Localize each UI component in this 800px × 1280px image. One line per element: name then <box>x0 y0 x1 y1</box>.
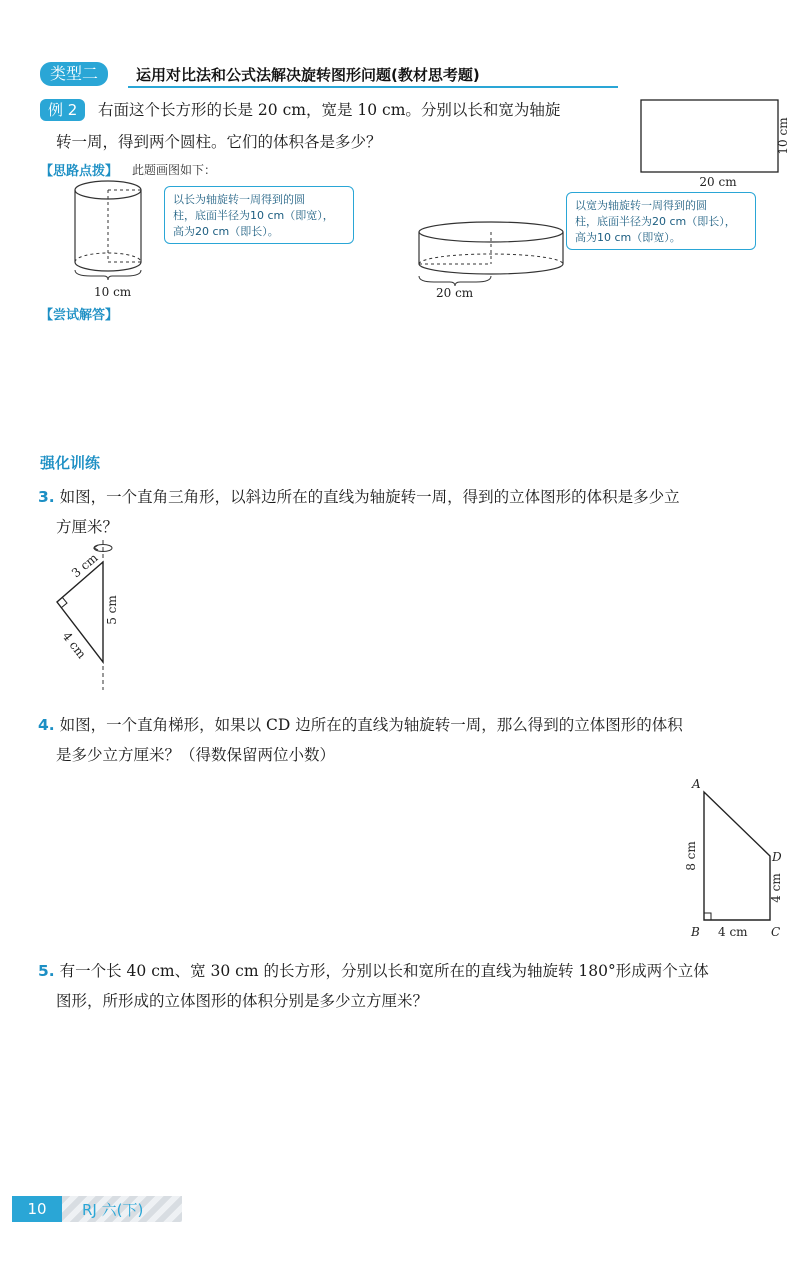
question-3-line1: 如图，一个直角三角形，以斜边所在的直线为轴旋转一周，得到的立体图形的体积是多少立 <box>59 488 680 506</box>
rect-width-label: 10 cm <box>776 117 790 155</box>
question-5-line1: 有一个长 40 cm、宽 30 cm 的长方形，分别以长和宽所在的直线为轴旋转 180°形成两个立体 <box>59 962 709 980</box>
vertex-A: A <box>692 777 701 791</box>
rectangle-figure <box>630 96 800 192</box>
trapezoid-shape <box>704 792 770 920</box>
rectangle-shape <box>641 100 778 172</box>
try-label: 【尝试解答】 <box>40 308 119 323</box>
header-underline <box>128 86 618 88</box>
callout-right-line3: 高为10 cm（即宽）。 <box>575 231 681 244</box>
callout-left <box>164 186 354 244</box>
question-4-line1: 如图，一个直角梯形，如果以 CD 边所在的直线为轴旋转一周，那么得到的立体图形的体积 <box>59 716 683 734</box>
question-4 <box>38 710 683 740</box>
cylinder-right-label: 20 cm <box>436 286 474 300</box>
side-AB-label: 8 cm <box>684 841 698 871</box>
trapezoid-figure <box>682 774 792 946</box>
section-title: 运用对比法和公式法解决旋转图形问题(教材思考题) <box>136 66 480 84</box>
question-3-line2: 方厘米？ <box>56 518 119 536</box>
cylinder-wide-figure <box>414 218 572 302</box>
example-text-line1: 右面这个长方形的长是 20 cm，宽是 10 cm。分别以长和宽为轴旋 <box>98 101 561 119</box>
cylinder-tall-figure <box>66 178 156 302</box>
callout-right <box>566 192 756 250</box>
callout-right-line1: 以宽为轴旋转一周得到的圆 <box>575 199 707 212</box>
callout-left-line3: 高为20 cm（即长）。 <box>173 225 279 238</box>
question-5-number: 5. <box>38 962 55 980</box>
rect-length-label: 20 cm <box>699 175 737 189</box>
question-3 <box>38 482 680 512</box>
side-BC-label: 4 cm <box>718 925 748 939</box>
section-header <box>40 62 620 88</box>
hint-label: 【思路点拨】 <box>40 164 119 179</box>
right-triangle-figure <box>40 540 140 692</box>
example-text-line2: 转一周，得到两个圆柱。它们的体积各是多少？ <box>56 133 382 151</box>
vertex-D: D <box>772 850 782 864</box>
question-4-number: 4. <box>38 716 55 734</box>
hint-text: 此题画图如下： <box>132 163 217 177</box>
side-CD-label: 4 cm <box>769 873 783 903</box>
callout-left-line1: 以长为轴旋转一周得到的圆 <box>173 193 305 206</box>
tri-label-4cm: 4 cm <box>59 629 89 662</box>
tri-label-5cm: 5 cm <box>105 595 119 625</box>
page-number: 10 <box>12 1196 62 1222</box>
cylinder-left-label: 10 cm <box>94 285 132 299</box>
training-title: 强化训练 <box>40 454 101 472</box>
callout-right-line2: 柱，底面半径为20 cm（即长）， <box>575 215 736 228</box>
question-5 <box>38 956 709 986</box>
vertex-B: B <box>691 925 700 939</box>
type-tag: 类型二 <box>40 62 108 86</box>
question-5-line2: 图形，所形成的立体图形的体积分别是多少立方厘米？ <box>56 992 429 1010</box>
question-4-line2: 是多少立方厘米？（得数保留两位小数） <box>56 746 336 764</box>
book-label: RJ 六(下) <box>82 1201 144 1219</box>
example-tag: 例 2 <box>40 99 85 121</box>
tri-label-3cm: 3 cm <box>68 550 101 581</box>
callout-left-line2: 柱，底面半径为10 cm（即宽）， <box>173 209 334 222</box>
question-3-number: 3. <box>38 488 55 506</box>
vertex-C: C <box>771 925 781 939</box>
